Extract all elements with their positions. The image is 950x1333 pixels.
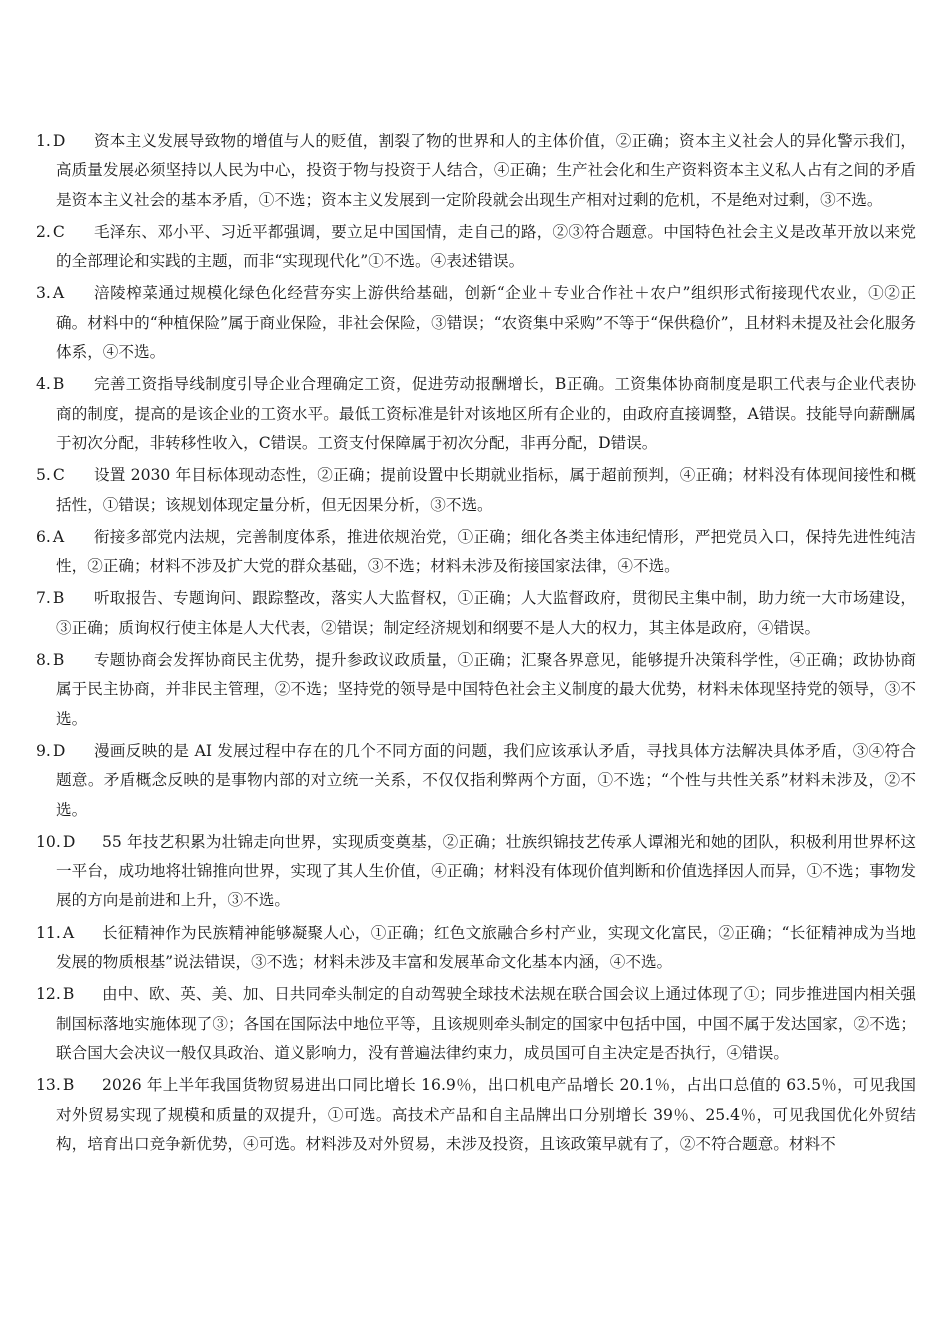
question-number: 10. <box>36 832 61 851</box>
answer-letter: B <box>62 1076 75 1095</box>
answer-item-9 <box>36 737 916 825</box>
answer-letter: A <box>62 923 75 942</box>
explanation-text: 由中、欧、英、美、加、日共同牵头制定的自动驾驶全球技术法规在联合国会议上通过体现了①；同步推进国内相关强制国标落地实施体现了③；各国在国际法中地位平等，且该规则牵头制定的国家中包括中国，中国不属于发达国家，②不选；联合国大会决议一般仅具政治、道义影响力，没有普遍法律约束力，成员国可自主决定是否执行，④错误。 <box>56 985 916 1062</box>
answer-item-13 <box>36 1071 916 1159</box>
question-number: 4. <box>36 375 51 394</box>
answer-item-8 <box>36 646 916 734</box>
answer-letter: A <box>52 284 65 303</box>
question-number: 2. <box>36 222 51 241</box>
explanation-text: 长征精神作为民族精神能够凝聚人心，①正确；红色文旅融合乡村产业，实现文化富民，②正确；“长征精神成为当地发展的物质根基”说法错误，③不选；材料未涉及丰富和发展革命文化基本内涵，④不选。 <box>56 923 916 972</box>
question-number: 1. <box>36 132 51 150</box>
explanation-text: 涪陵榨菜通过规模化绿色化经营夯实上游供给基础，创新“企业＋专业合作社＋农户”组织形式衔接现代农业，①②正确。材料中的“种植保险”属于商业保险，非社会保险，③错误；“农资集中采购”不等于“保供稳价”，且材料未提及社会化服务体系，④不选。 <box>56 284 916 362</box>
answer-item-2 <box>36 218 916 277</box>
answer-item-11 <box>36 919 916 978</box>
question-number: 13. <box>36 1076 61 1095</box>
question-number: 8. <box>36 651 51 670</box>
answer-letter: B <box>62 985 75 1004</box>
question-number: 12. <box>36 985 61 1004</box>
answer-letter: D <box>52 132 66 150</box>
explanation-text: 衔接多部党内法规，完善制度体系，推进依规治党，①正确；细化各类主体违纪情形，严把党员入口，保持先进性纯洁性，②正确；材料不涉及扩大党的群众基础，③不选；材料未涉及衔接国家法律，④不选。 <box>56 527 916 576</box>
question-number: 11. <box>36 923 61 942</box>
question-number: 9. <box>36 741 51 760</box>
explanation-text: 2026 年上半年我国货物贸易进出口同比增长 16.9％，出口机电产品增长 20.1％，占出口总值的 63.5％，可见我国对外贸易实现了规模和质量的双提升，①可选。高技术产品和自主品牌出口分别增长 39％、25.4％，可见我国优化外贸结构，培育出口竞争新优势，④可选。材料涉及对外贸易，未涉及投资，且该政策早就有了，②不符合题意。材料不 <box>56 1076 916 1153</box>
answer-explanations <box>36 127 916 1162</box>
question-number: 5. <box>36 466 51 485</box>
answer-letter: B <box>52 651 65 670</box>
explanation-text: 毛泽东、邓小平、习近平都强调，要立足中国国情，走自己的路，②③符合题意。中国特色社会主义是改革开放以来党的全部理论和实践的主题，而非“实现现代化”①不选。④表述错误。 <box>56 222 916 271</box>
answer-letter: D <box>62 832 76 851</box>
explanation-text: 完善工资指导线制度引导企业合理确定工资，促进劳动报酬增长，B正确。工资集体协商制度是职工代表与企业代表协商的制度，提高的是该企业的工资水平。最低工资标准是针对该地区所有企业的，由政府直接调整，A错误。技能导向薪酬属于初次分配，非转移性收入，C错误。工资支付保障属于初次分配，非再分配，D错误。 <box>56 375 916 452</box>
answer-item-6 <box>36 523 916 582</box>
explanation-text: 资本主义发展导致物的增值与人的贬值，割裂了物的世界和人的主体价值，②正确；资本主义社会人的异化警示我们，高质量发展必须坚持以人民为中心，投资于物与投资于人结合，④正确；生产社会化和生产资料资本主义私人占有之间的矛盾是资本主义社会的基本矛盾，①不选；资本主义发展到一定阶段就会出现生产相对过剩的危机，不是绝对过剩，③不选。 <box>56 132 916 209</box>
explanation-text: 设置 2030 年目标体现动态性，②正确；提前设置中长期就业指标，属于超前预判，④正确；材料没有体现间接性和概括性，①错误；该规划体现定量分析，但无因果分析，③不选。 <box>56 466 916 514</box>
answer-item-10 <box>36 828 916 916</box>
question-number: 6. <box>36 527 51 546</box>
answer-letter: C <box>52 466 65 485</box>
question-number: 3. <box>36 284 51 303</box>
answer-item-4 <box>36 370 916 458</box>
answer-item-3 <box>36 279 916 367</box>
answer-item-1 <box>36 127 916 215</box>
explanation-text: 55 年技艺积累为壮锦走向世界，实现质变奠基，②正确；壮族织锦技艺传承人谭湘光和她的团队，积极利用世界杯这一平台，成功地将壮锦推向世界，实现了其人生价值，④正确；材料没有体现价值判断和价值选择因人而异，①不选；事物发展的方向是前进和上升，③不选。 <box>56 832 916 910</box>
answer-letter: C <box>52 222 65 241</box>
answer-item-12 <box>36 980 916 1068</box>
explanation-text: 听取报告、专题询问、跟踪整改，落实人大监督权，①正确；人大监督政府，贯彻民主集中制，助力统一大市场建设，③正确；质询权行使主体是人大代表，②错误；制定经济规划和纲要不是人大的权力，其主体是政府，④错误。 <box>56 589 916 637</box>
answer-letter: B <box>52 375 65 394</box>
explanation-text: 漫画反映的是 AI 发展过程中存在的几个不同方面的问题，我们应该承认矛盾，寻找具体方法解决具体矛盾，③④符合题意。矛盾概念反映的是事物内部的对立统一关系，不仅仅指利弊两个方面，①不选；“个性与共性关系”材料未涉及，②不选。 <box>56 741 916 819</box>
answer-letter: D <box>52 741 66 760</box>
explanation-text: 专题协商会发挥协商民主优势，提升参政议政质量，①正确；汇聚各界意见，能够提升决策科学性，④正确；政协协商属于民主协商，并非民主管理，②不选；坚持党的领导是中国特色社会主义制度的最大优势，材料未体现坚持党的领导，③不选。 <box>56 651 916 728</box>
question-number: 7. <box>36 589 51 608</box>
answer-letter: A <box>52 527 65 546</box>
answer-item-5 <box>36 461 916 520</box>
answer-item-7 <box>36 584 916 643</box>
answer-letter: B <box>52 589 65 608</box>
